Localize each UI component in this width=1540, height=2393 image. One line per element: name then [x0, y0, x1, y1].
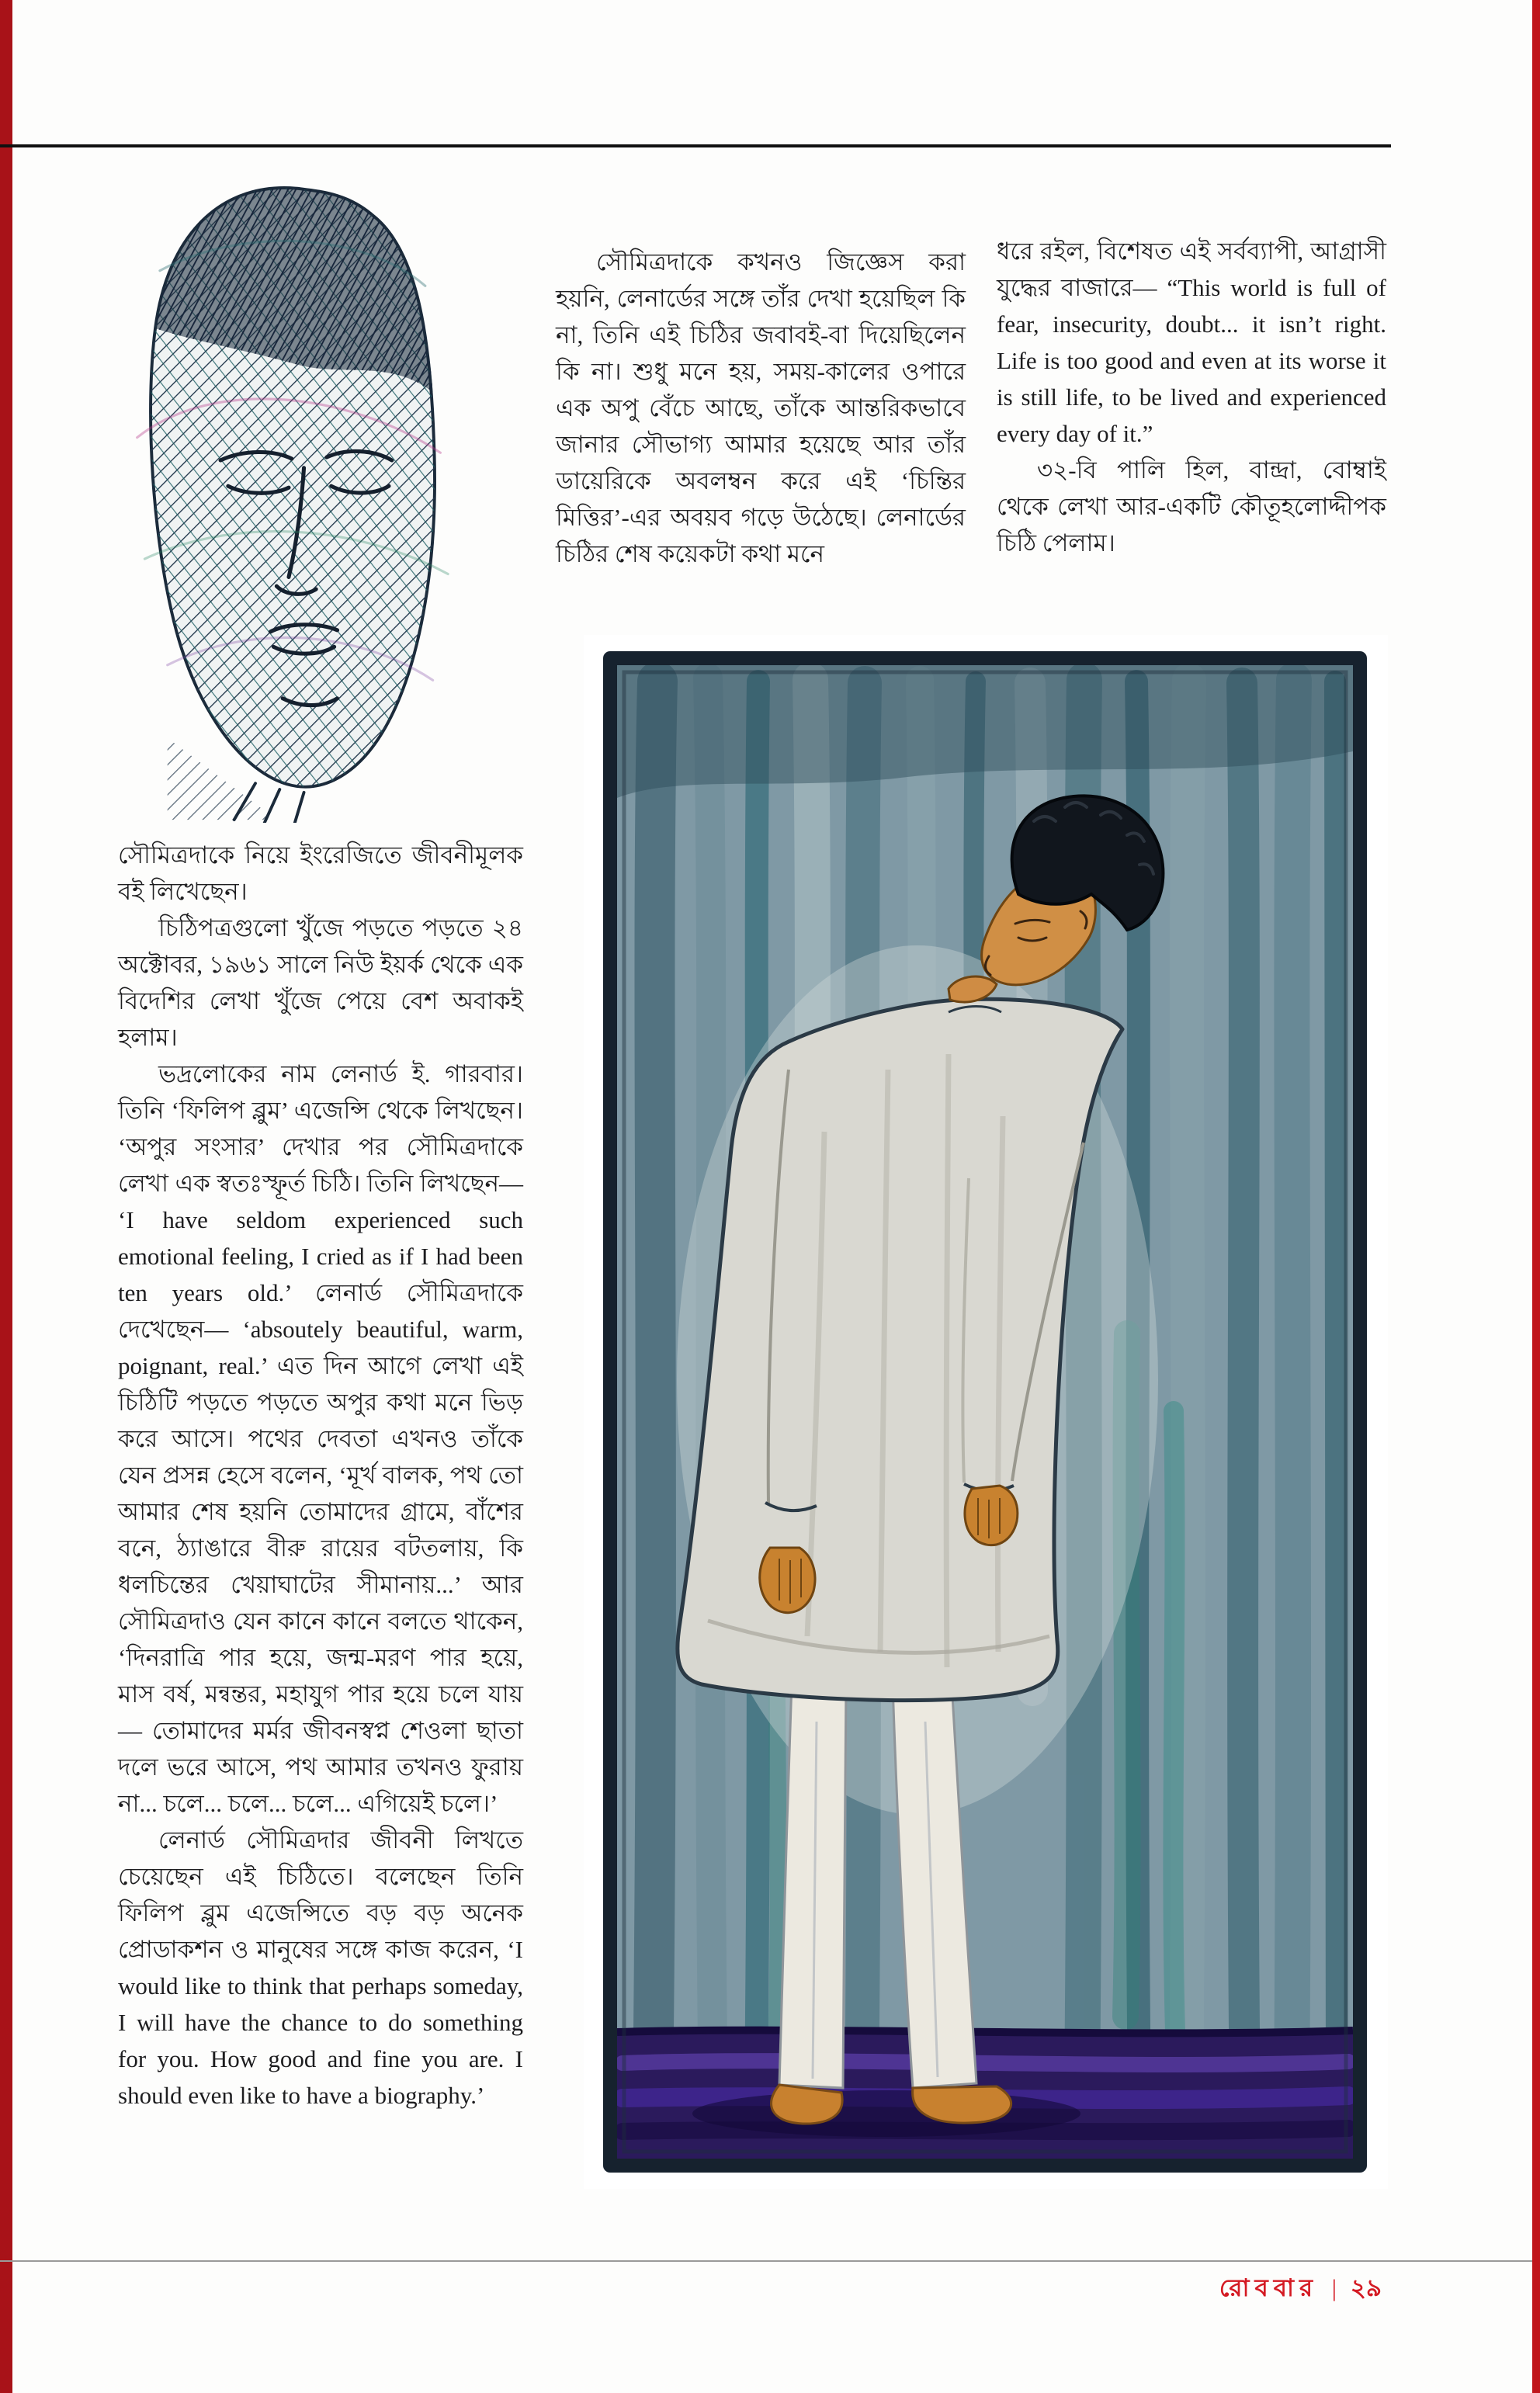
footer-rule	[0, 2260, 1532, 2262]
left-text-column	[118, 837, 523, 2114]
middle-text-column	[556, 244, 966, 572]
body-paragraph: ৩২-বি পালি হিল, বান্দ্রা, বোম্বাই থেকে লেখা আর-একটি কৌতূহলোদ্দীপক চিঠি পেলাম।	[997, 456, 1386, 557]
body-paragraph: ভদ্রলোকের নাম লেনার্ড ই. গারবার। তিনি ‘ফিলিপ ব্লুম’ এজেন্সি থেকে লিখছেন। ‘অপুর সংসার’ দেখার পর সৌমিত্রদাকে লেখা এক স্বতঃস্ফূর্ত চিঠি। তিনি লিখছেন— ‘I have seldom experienced such emotional feeling, I cried as if I had been ten years old.’ লেনার্ড সৌমিত্রদাকে দেখেছেন— ‘absoutely beautiful, warm, poignant, real.’ এত দিন আগে লেখা এই চিঠিটি পড়তে পড়তে অপুর কথা মনে ভিড় করে আসে। পথের দেবতা এখনও তাঁকে যেন প্রসন্ন হেসে বলেন, ‘মূর্খ বালক, পথ তো আমার শেষ হয়নি তোমাদের গ্রামে, বাঁশের বনে, ঠ্যাঙারে বীরু রায়ের বটতলায়, কি ধলচিন্তের খেয়াঘাটের সীমানায়...’ আর সৌমিত্রদাও যেন কানে কানে বলতে থাকেন, ‘দিনরাত্রি পার হয়ে, জন্ম-মরণ পার হয়ে, মাস বর্ষ, মন্বন্তর, মহাযুগ পার হয়ে চলে যায়— তোমাদের মর্মর জীবনস্বপ্ন শেওলা ছাতা দলে ভরে আসে, পথ আমার তখনও ফুরায় না... চলে... চলে... চলে... এগিয়েই চলে।’	[118, 1060, 523, 1817]
body-paragraph: লেনার্ড সৌমিত্রদার জীবনী লিখতে চেয়েছেন এই চিঠিতে। বলেছেন তিনি ফিলিপ ব্লুম এজেন্সিতে বড় বড় অনেক প্রোডাকশন ও মানুষের সঙ্গে কাজ করেন, ‘I would like to think that perhaps someday, I will have the chance to do something for you. How good and fine you are. I should even like to have a biography.’	[118, 1826, 523, 2109]
body-paragraph: সৌমিত্রদাকে কখনও জিজ্ঞেস করা হয়নি, লেনার্ডের সঙ্গে তাঁর দেখা হয়েছিল কি না, তিনি এই চিঠির জবাবই-বা দিয়েছিলেন কি না। শুধু মনে হয়, সময়-কালের ওপারে এক অপু বেঁচে আছে, তাঁকে আন্তরিকভাবে জানার সৌভাগ্য আমার হয়েছে আর তাঁর ডায়েরিকে অবলম্বন করে এই ‘চিন্তির মিত্তির’-এর অবয়ব গড়ে উঠেছে। লেনার্ডের চিঠির শেষ কয়েকটা কথা মনে	[556, 248, 966, 567]
top-rule	[0, 144, 1391, 147]
page-footer	[1219, 2270, 1382, 2310]
footer-divider: |	[1331, 2274, 1337, 2301]
body-paragraph: চিঠিপত্রগুলো খুঁজে পড়তে পড়তে ২৪ অক্টোবর, ১৯৬১ সালে নিউ ইয়র্ক থেকে এক বিদেশির লেখা খুঁজে পেয়ে বেশ অবাকই হলাম।	[118, 914, 523, 1051]
magazine-name: রোববার	[1219, 2274, 1318, 2301]
right-text-column	[997, 233, 1386, 561]
right-red-edge-strip	[1532, 0, 1540, 2393]
body-paragraph: ধরে রইল, বিশেষত এই সর্বব্যাপী, আগ্রাসী যুদ্ধের বাজারে— “This world is full of fear, insecurity, doubt... it isn’t right. Life is too good and even at its worse it is still life, to be lived and experienced every day of it.”	[997, 238, 1386, 447]
portrait-sketch-illustration	[76, 165, 501, 823]
page-number: ২৯	[1350, 2274, 1382, 2301]
left-red-edge-strip	[0, 0, 12, 2393]
main-illustration	[584, 635, 1388, 2189]
body-paragraph: সৌমিত্রদাকে নিয়ে ইংরেজিতে জীবনীমূলক বই লিখেছেন।	[118, 841, 523, 905]
